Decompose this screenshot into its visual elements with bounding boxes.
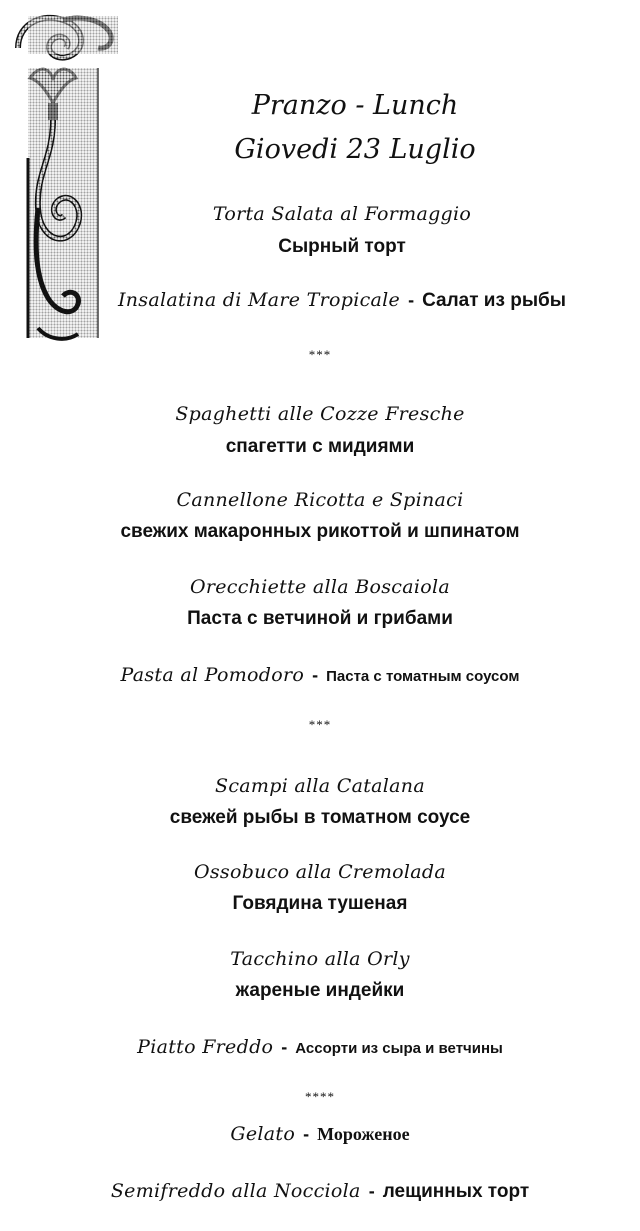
dish-4-russian: свежих макаронных рикоттой и шпинатом: [120, 521, 520, 542]
dish-6-russian: Паста с томатным соусом: [326, 668, 520, 685]
dish-11-russian: Мороженое: [317, 1124, 410, 1144]
dish-3-italian: Spaghetti alle Cozze Fresche: [175, 403, 465, 425]
dish-11-row: [0, 1123, 640, 1145]
dish-11-italian: Gelato: [230, 1123, 296, 1145]
dish-1-russian: Сырный торт: [278, 236, 406, 257]
dish-5-italian: Orecchiette alla Boscaiola: [190, 576, 450, 598]
dish-12-russian: лещинных торт: [382, 1181, 530, 1202]
menu-title: Pranzo - Lunch: [251, 90, 459, 121]
dish-4-italian: Cannellone Ricotta e Spinaci: [176, 489, 464, 511]
dish-3-russian: спагетти с мидиями: [225, 436, 415, 457]
dish-12-row: [0, 1180, 640, 1203]
dish-12-separator: -: [368, 1181, 375, 1201]
dish-9-italian: Tacchino alla Orly: [230, 948, 410, 970]
section-separator-2: ***: [308, 717, 332, 732]
dish-6-italian: Pasta al Pomodoro: [120, 664, 305, 686]
dish-12-italian: Semifreddo alla Nocciola: [110, 1180, 361, 1202]
dish-10-separator: -: [281, 1037, 288, 1057]
dish-2-italian: Insalatina di Mare Tropicale: [117, 289, 401, 311]
dish-11-separator: -: [303, 1124, 310, 1144]
dish-10-russian: Ассорти из сыра и ветчины: [295, 1040, 503, 1057]
dish-7-russian: свежей рыбы в томатном соусе: [169, 807, 471, 828]
dish-9-russian: жареные индейки: [235, 980, 405, 1001]
dish-8-italian: Ossobuco alla Cremolada: [194, 861, 446, 883]
dish-2-row: [22, 289, 640, 312]
dish-2-separator: -: [408, 290, 415, 310]
dish-6-separator: -: [312, 665, 319, 685]
menu-date: Giovedi 23 Luglio: [234, 134, 476, 165]
section-separator-1: ***: [308, 347, 332, 362]
dish-8-russian: Говядина тушеная: [232, 893, 408, 914]
section-separator-3: ****: [305, 1089, 335, 1104]
dish-7-italian: Scampi alla Catalana: [215, 775, 425, 797]
dish-5-russian: Паста с ветчиной и грибами: [187, 608, 453, 629]
dish-10-italian: Piatto Freddo: [137, 1036, 274, 1058]
dish-1-italian: Torta Salata al Formaggio: [212, 203, 472, 225]
dish-6-row: [0, 664, 640, 686]
dish-10-row: [0, 1036, 640, 1058]
dish-2-russian: Салат из рыбы: [422, 290, 567, 311]
